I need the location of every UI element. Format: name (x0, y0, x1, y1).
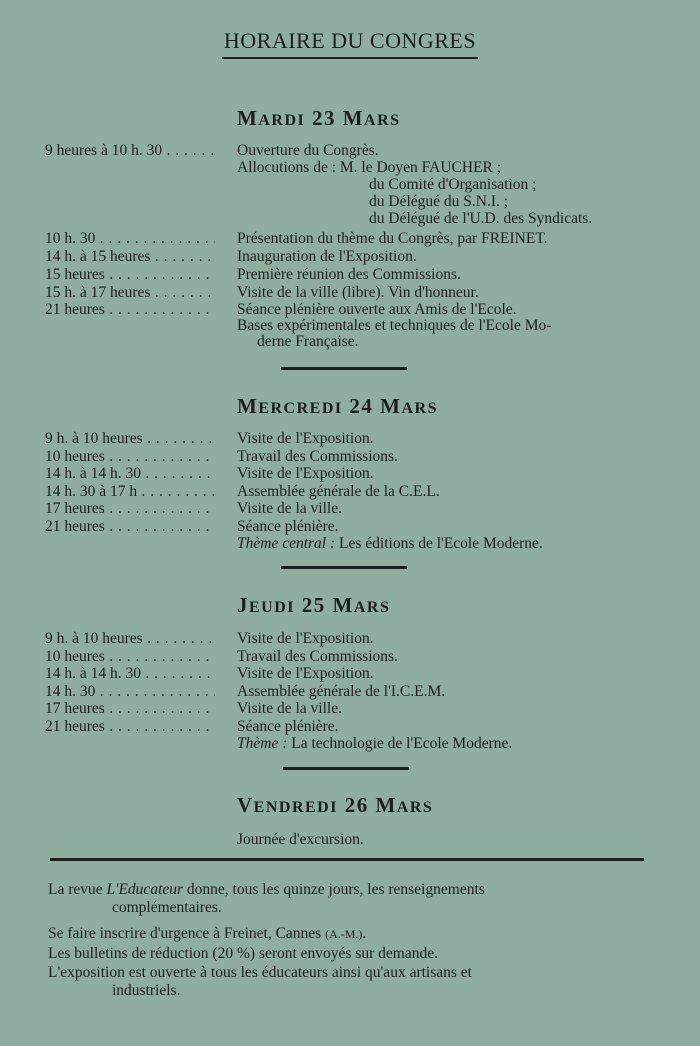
section-divider (281, 367, 407, 370)
day-heading-vendredi: VENDREDI 26 MARS (237, 793, 434, 817)
day-heading-mardi: MARDI 23 MARS (237, 106, 401, 130)
footer-paragraph: L'exposition est ouverte à tous les éducateurs ainsi qu'aux artisans et industriels. (48, 964, 472, 999)
footer-paragraph: La revue L'Educateur donne, tous les quinze jours, les renseignements complémentaires. (48, 881, 485, 916)
page-title: HORAIRE DU CONGRES (0, 28, 700, 59)
footer-divider (50, 858, 644, 861)
day-heading-jeudi: JEUDI 25 MARS (237, 593, 391, 617)
footer-paragraph: Se faire inscrire d'urgence à Freinet, Cannes (A.-M.). (48, 925, 367, 942)
footer-paragraph: Les bulletins de réduction (20 %) seront envoyés sur demande. (48, 945, 438, 962)
document-page: HORAIRE DU CONGRES MARDI 23 MARS 9 heures à 10 h. 30 . . . Ouverture du Congrès. Allocutions de : M. le Doyen FAUCHER ; du Comité d'Organisation ; du Délégué du S.N.I. ; du Délégué de l'U.D. des Syndicats. 10 h. 30 . . . Présentation du thème du Congrès, par FREINET. 14 h. à 15 heures . . . Inauguration de l'Exposition. 15 heures . . . Première réunion des Commissions. 15 h. à 17 heures . . . Visite de la ville (libre). Vin d'honneur. 21 heures . . . Séance plénière ouverte aux Amis de l'Ecole. Bases expérimentales et techniques de l'Ecole Mo- derne Française. MERCREDI 24 MARS 9 h. à 10 heures . . . Visite de l'Exposition. 10 heures . . . Travail des Commissions. 14 h. à 14 h. 30 . . . Visite de l'Exposition. 14 h. 30 à 17 h . . . Assemblée générale de la C.E.L. 17 heures . . . Visite de la ville. 21 heures . . . Séance plénière. Thème central : Les éditions de l'Ecole Moderne. JEUDI 25 MARS 9 h. à 10 heures . . . Visite de l'Exposition. 10 heures . . . Travail des Commissions. 14 h. à 14 h. 30 . . . Visite de l'Exposition. 14 h. 30 . . . Assemblée générale de l'I.C.E.M. 17 heures . . . Visite de la ville. 21 heures . . . Séance plénière. Thème : La technologie de l'Ecole Moderne. VENDREDI 26 MARS Journée d'excursion. La revue L'Educateur donne, tous les quinze jours, les renseignements complémentaires. Se faire inscrire d'urgence à Freinet, Cannes (A.-M.). Les bulletins de réduction (20 %) seront envoyés sur demande. L'exposition est ouverte à tous les éducateurs ainsi qu'aux artisans et industriels. (0, 0, 700, 1046)
section-divider (281, 566, 407, 569)
day-heading-mercredi: MERCREDI 24 MARS (237, 394, 438, 418)
section-divider (283, 767, 409, 770)
